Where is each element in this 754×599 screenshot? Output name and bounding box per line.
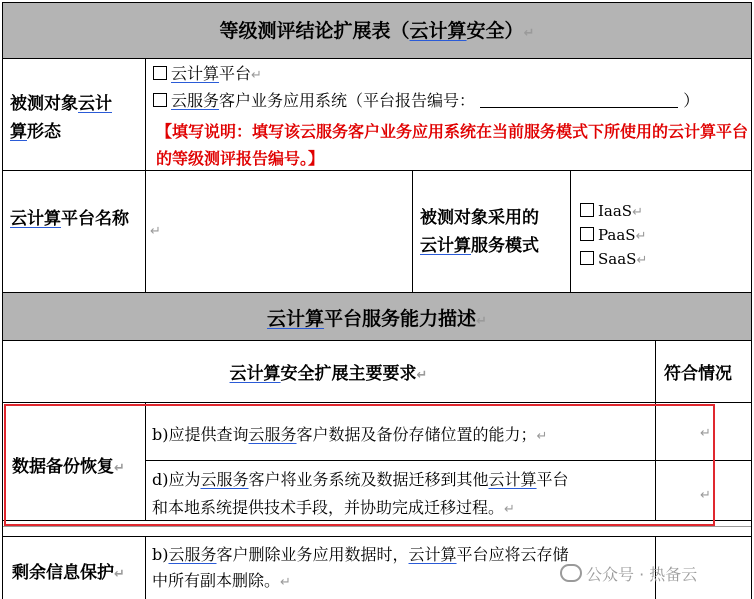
form-option-service-system[interactable]: 云服务客户业务应用系统（平台报告编号： ） [153, 89, 749, 113]
form-label: 被测对象云计 算形态 [10, 94, 112, 142]
checkbox-platform[interactable] [153, 66, 167, 80]
service-mode-label: 被测对象采用的 云计算服务模式 [420, 208, 539, 256]
section-header: 云计算平台服务能力描述↵ [267, 308, 487, 330]
compliance-b-backup[interactable]: ↵ [700, 426, 711, 441]
report-number-field[interactable] [480, 93, 678, 108]
form-option-platform[interactable]: 云计算平台↵ [153, 62, 749, 88]
checkbox-paas[interactable] [580, 227, 594, 241]
platform-name-value[interactable]: ↵ [150, 224, 161, 239]
checkbox-iaas[interactable] [580, 203, 594, 217]
wechat-icon [560, 564, 582, 582]
compliance-d-migration[interactable]: ↵ [700, 488, 711, 503]
requirement-b-residual: b)云服务客户删除业务应用数据时，云计算平台应将云存储 中所有副本删除。↵ [152, 545, 569, 590]
checkbox-service-system[interactable] [153, 93, 167, 107]
requirement-d-migration: d)应为云服务客户将业务系统及数据迁移到其他云计算平台 和本地系统提供技术手段，并协助完成迁移过程。↵ [152, 470, 569, 517]
service-mode-options [580, 200, 647, 272]
mode-option-paas[interactable]: PaaS↵ [580, 224, 647, 248]
checkbox-saas[interactable] [580, 251, 594, 265]
mode-option-iaas[interactable]: IaaS↵ [580, 200, 647, 224]
mode-option-saas[interactable]: SaaS↵ [580, 248, 647, 272]
backup-label: 数据备份恢复↵ [12, 457, 125, 477]
form-fill-note: 【填写说明：填写该云服务客户业务应用系统在当前服务模式下所使用的云计算平台的等级测评报告编号。】 [156, 122, 749, 168]
compliance-header: 符合情况 [664, 364, 732, 384]
platform-name-label: 云计算平台名称 [10, 209, 129, 229]
requirements-header: 云计算安全扩展主要要求↵ [229, 364, 428, 384]
watermark: 公众号 · 热备云 [560, 562, 697, 585]
residual-label: 剩余信息保护↵ [12, 563, 125, 583]
table-title: 等级测评结论扩展表（云计算安全）↵ [219, 20, 535, 42]
requirement-b-backup: b)应提供查询云服务客户数据及备份存储位置的能力；↵ [152, 425, 548, 444]
